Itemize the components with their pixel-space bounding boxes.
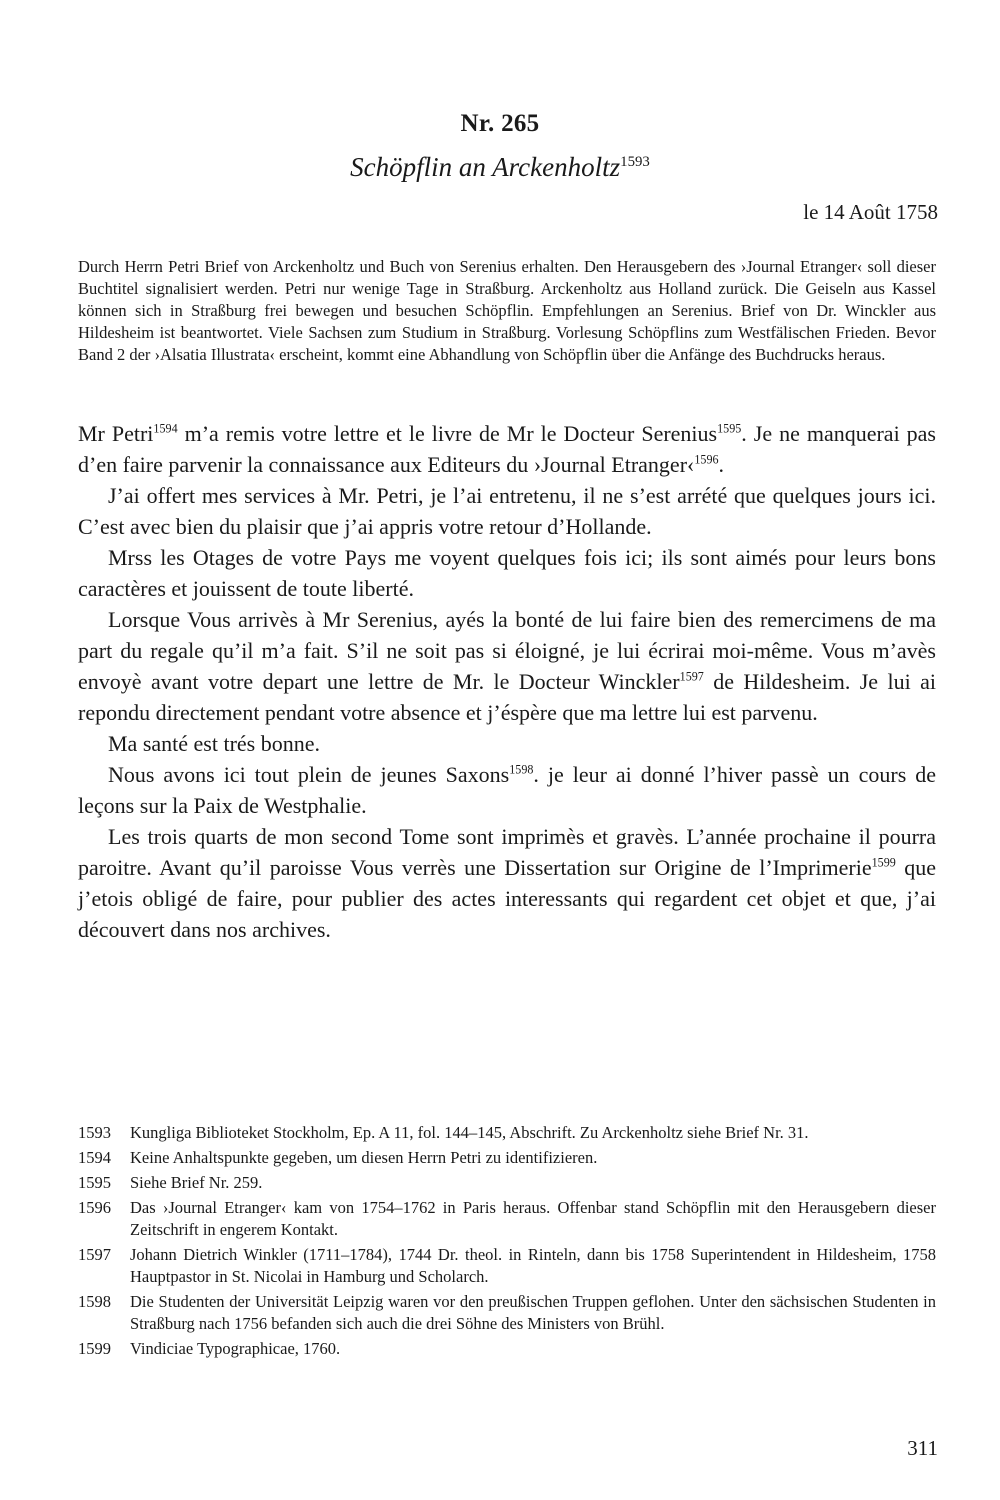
footnote [78, 1147, 936, 1169]
footnote [78, 1172, 936, 1194]
text-run: Nous avons ici tout plein de jeunes Saxons [108, 762, 510, 787]
text-run: . Je ne manquerai pas d’en faire parvenir la connaissance aux Editeurs du ›Journal Etranger‹ [78, 421, 936, 477]
footnote-text: Siehe Brief Nr. 259. [130, 1173, 263, 1192]
letter-number: Nr. 265 [460, 110, 540, 137]
text-run: de Hildesheim. Je lui ai repondu directement pendant votre absence et j’éspère que ma lettre lui est parvenu. [78, 669, 936, 725]
letter-summary: Durch Herrn Petri Brief von Arckenholtz und Buch von Serenius erhalten. Den Herausgebern des ›Journal Etranger‹ soll dieser Buchtitel signalisiert werden. Petri nur wenige Tage in Straßburg. Arckenholtz aus Holland zurück. Die Geiseln aus Kassel können sich in Straßburg frei bewegen und besuchen Schöpflin. Empfehlungen an Serenius. Brief von Dr. Winckler aus Hildesheim ist beantwortet. Viele Sachsen zum Studium in Straßburg. Vorlesung Schöpflins zum Westfälischen Frieden. Bevor Band 2 der ›Alsatia Illustrata‹ erscheint, kommt eine Abhandlung von Schöpflin über die Anfänge des Buchdrucks heraus. [78, 257, 936, 364]
text-run: Les trois quarts de mon second Tome sont imprimès et gravès. L’année prochaine il pourra paroitre. Avant qu’il paroisse Vous verrès une Dissertation sur Origine de l’Imprimerie [78, 824, 936, 880]
footnote-ref: 1599 [871, 855, 896, 870]
footnote-number: 1599 [78, 1339, 111, 1358]
footnote-number: 1595 [78, 1173, 111, 1192]
text-run: Lorsque Vous arrivès à Mr Serenius, ayés la bonté de lui faire bien des remercimens de ma part du regale qu’il m’a fait. S’il ne soit pas si éloigné, je lui écrirai moi-même. Vous m’avès envoyè avant votre depart une lettre de Mr. le Docteur Winckler [78, 607, 936, 694]
text-run: . je leur ai donné l’hiver passè un cours de leçons sur la Paix de Westphalie. [78, 762, 936, 818]
footnote-ref: 1598 [509, 762, 534, 777]
footnote-text: Kungliga Biblioteket Stockholm, Ep. A 11, fol. 144–145, Abschrift. Zu Arckenholtz siehe Brief Nr. 31. [130, 1123, 809, 1142]
footnote-text: Das ›Journal Etranger‹ kam von 1754–1762 in Paris heraus. Offenbar stand Schöpflin mit den Herausgebern dieser Zeitschrift in engerem Kontakt. [130, 1198, 936, 1239]
text-run: m’a remis votre lettre et le livre de Mr le Docteur Serenius [177, 421, 718, 446]
footnote-ref: 1593 [620, 154, 650, 170]
text-run: . [718, 452, 725, 477]
footnote-number: 1597 [78, 1245, 111, 1264]
body-paragraph [78, 759, 936, 821]
body-paragraph [78, 604, 936, 728]
body-paragraph: J’ai offert mes services à Mr. Petri, je l’ai entretenu, il ne s’est arrété que quelques jours ici. C’est avec bien du plaisir que j’ai appris votre retour d’Hollande. [78, 483, 936, 539]
footnote-ref: 1594 [153, 421, 178, 436]
footnote [78, 1122, 936, 1144]
body-paragraph [78, 821, 936, 945]
body-paragraph [78, 418, 936, 480]
footnote [78, 1244, 936, 1288]
footnote-number: 1598 [78, 1292, 111, 1311]
footnote-ref: 1597 [679, 669, 704, 684]
footnote-text: Die Studenten der Universität Leipzig waren vor den preußischen Truppen geflohen. Unter den sächsischen Studenten in Straßburg nach 1756 befanden sich auch die drei Söhne des Ministers von Brühl. [130, 1292, 936, 1333]
letter-date: le 14 Août 1758 [803, 200, 938, 224]
footnote-number: 1593 [78, 1123, 111, 1142]
body-paragraph: Mrss les Otages de votre Pays me voyent quelques fois ici; ils sont aimés pour leurs bons caractères et jouissent de toute liberté. [78, 545, 936, 601]
letter-body [78, 418, 936, 945]
letter-title [0, 152, 1000, 183]
footnotes-section [78, 1122, 936, 1363]
footnote [78, 1197, 936, 1241]
footnote-ref: 1595 [717, 421, 742, 436]
footnote [78, 1338, 936, 1360]
footnote [78, 1291, 936, 1335]
footnote-text: Vindiciae Typographicae, 1760. [130, 1339, 341, 1358]
footnote-ref: 1596 [694, 452, 719, 467]
page-number: 311 [907, 1436, 938, 1460]
footnote-text: Johann Dietrich Winkler (1711–1784), 1744 Dr. theol. in Rinteln, dann bis 1758 Superintendent in Hildesheim, 1758 Hauptpastor in St. Nicolai in Hamburg und Scholarch. [130, 1245, 936, 1286]
body-paragraph: Ma santé est trés bonne. [108, 731, 320, 756]
footnote-number: 1594 [78, 1148, 111, 1167]
footnote-number: 1596 [78, 1198, 111, 1217]
footnote-text: Keine Anhaltspunkte gegeben, um diesen Herrn Petri zu identifizieren. [130, 1148, 598, 1167]
text-run: que j’etois obligé de faire, pour publier des actes interessants qui regardent cet objet et que, j’ai découvert dans nos archives. [78, 855, 937, 942]
text-run: Mr Petri [78, 421, 154, 446]
letter-title-text: Schöpflin an Arckenholtz [350, 152, 621, 182]
